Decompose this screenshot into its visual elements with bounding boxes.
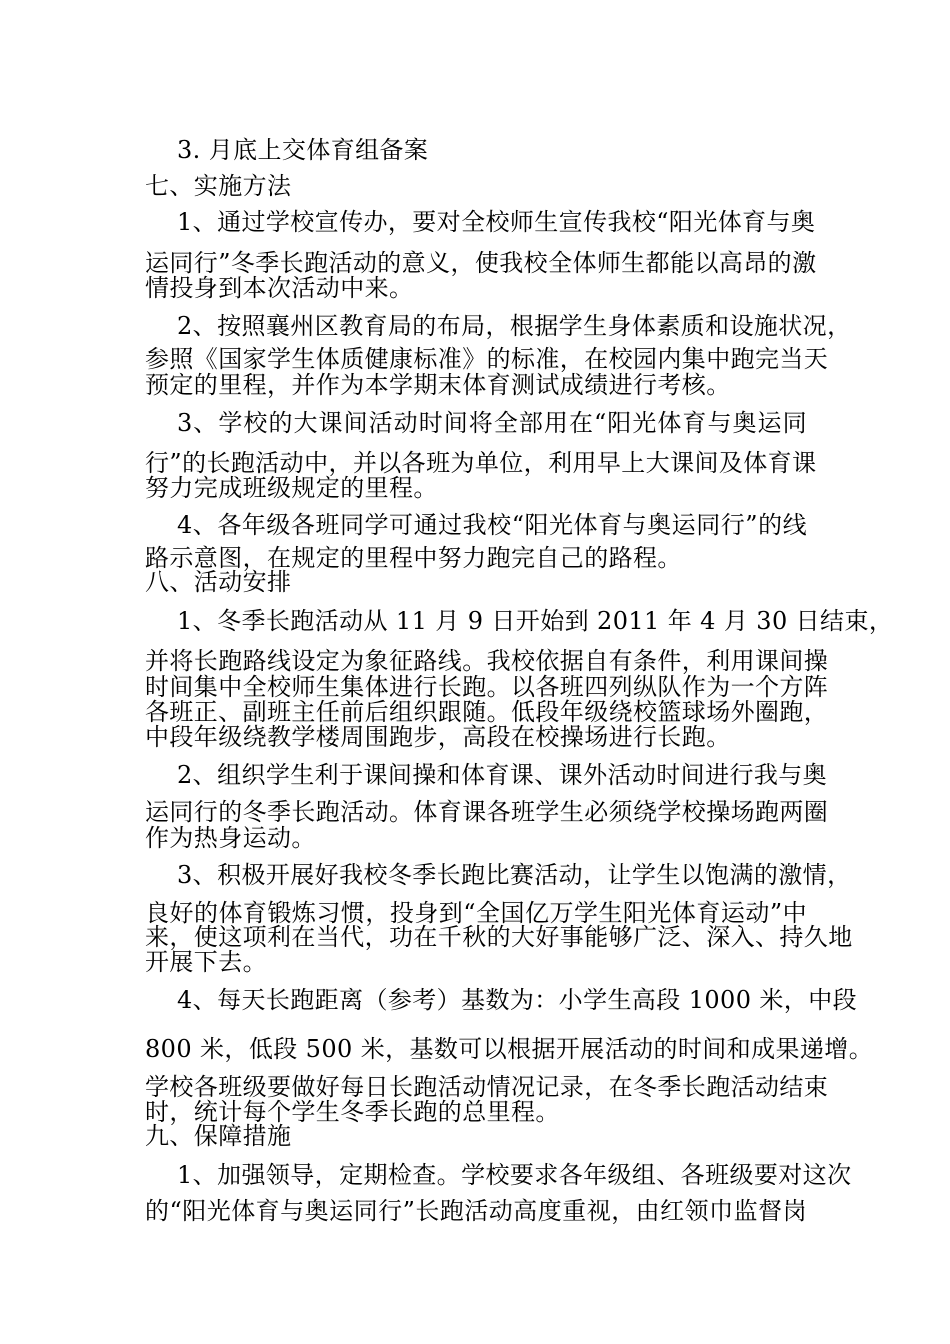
paragraph-line: 4、每天长跑距离（参考）基数为：小学生高段 1000 米，中段 (177, 986, 858, 1014)
paragraph-line: 预定的里程，并作为本学期末体育测试成绩进行考核。 (145, 371, 731, 399)
paragraph-line: 开展下去。 (145, 948, 267, 976)
paragraph-line: 800 米，低段 500 米，基数可以根据开展活动的时间和成果递增。 (145, 1035, 874, 1063)
section-heading-8: 八、活动安排 (145, 568, 292, 596)
paragraph-line: 1、冬季长跑活动从 11 月 9 日开始到 2011 年 4 月 30 日结束， (177, 607, 894, 635)
paragraph-line: 时间集中全校师生集体进行长跑。以各班四列纵队作为一个方阵 (145, 673, 829, 701)
paragraph-line: 学校各班级要做好每日长跑活动情况记录，在冬季长跑活动结束 (145, 1073, 829, 1101)
paragraph-line: 各班正、副班主任前后组织跟随。低段年级绕校篮球场外圈跑， (145, 698, 829, 726)
paragraph-line: 2、组织学生利于课间操和体育课、课外活动时间进行我与奥 (177, 761, 828, 789)
paragraph-line: 4、各年级各班同学可通过我校“阳光体育与奥运同行”的线 (177, 511, 807, 539)
paragraph-line: 运同行”冬季长跑活动的意义，使我校全体师生都能以高昂的激 (145, 249, 817, 277)
paragraph-line: 1、加强领导，定期检查。学校要求各年级组、各班级要对这次 (177, 1161, 852, 1189)
section-heading-9: 九、保障措施 (145, 1122, 292, 1150)
paragraph-line: 路示意图，在规定的里程中努力跑完自己的路程。 (145, 544, 682, 572)
paragraph-line: 2、按照襄州区教育局的布局，根据学生身体素质和设施状况， (177, 312, 852, 340)
paragraph-line: 1、通过学校宣传办，要对全校师生宣传我校“阳光体育与奥 (177, 208, 816, 236)
list-item-3-submit: 3. 月底上交体育组备案 (177, 136, 429, 164)
paragraph-line: 参照《国家学生体质健康标准》的标准，在校园内集中跑完当天 (145, 345, 829, 373)
paragraph-line: 的“阳光体育与奥运同行”长跑活动高度重视，由红领巾监督岗 (145, 1197, 807, 1225)
paragraph-line: 运同行的冬季长跑活动。体育课各班学生必须绕学校操场跑两圈 (145, 798, 829, 826)
paragraph-line: 良好的体育锻炼习惯，投身到“全国亿万学生阳光体育运动”中 (145, 899, 807, 927)
paragraph-line: 情投身到本次活动中来。 (145, 274, 414, 302)
paragraph-line: 行”的长跑活动中，并以各班为单位，利用早上大课间及体育课 (145, 449, 817, 477)
paragraph-line: 3、积极开展好我校冬季长跑比赛活动，让学生以饱满的激情， (177, 861, 852, 889)
paragraph-line: 来，使这项利在当代，功在千秋的大好事能够广泛、深入、持久地 (145, 923, 853, 951)
section-heading-7: 七、实施方法 (145, 172, 292, 200)
paragraph-line: 3、学校的大课间活动时间将全部用在“阳光体育与奥运同 (177, 409, 807, 437)
paragraph-line: 作为热身运动。 (145, 824, 316, 852)
paragraph-line: 努力完成班级规定的里程。 (145, 474, 438, 502)
paragraph-line: 中段年级绕教学楼周围跑步，高段在校操场进行长跑。 (145, 723, 731, 751)
paragraph-line: 并将长跑路线设定为象征路线。我校依据自有条件，利用课间操 (145, 647, 829, 675)
paragraph-line: 时，统计每个学生冬季长跑的总里程。 (145, 1098, 560, 1126)
